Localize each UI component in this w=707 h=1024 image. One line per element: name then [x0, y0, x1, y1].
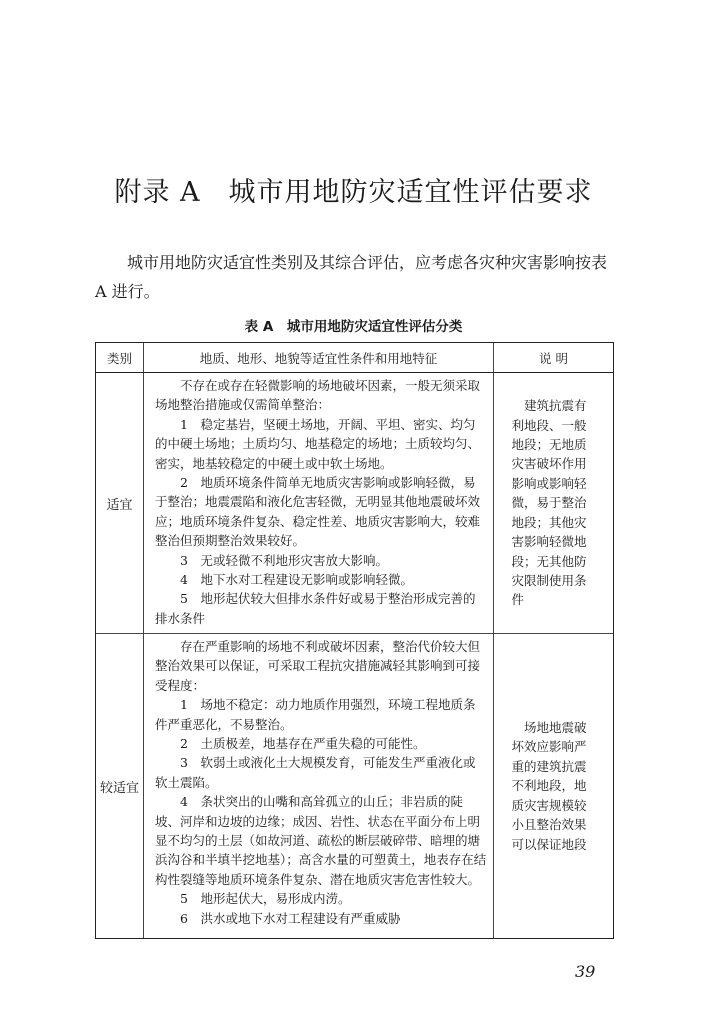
- condition-line: 5 地形起伏大，易形成内涝。: [180, 891, 351, 907]
- row-2-category: 较适宜: [96, 634, 144, 938]
- condition-line: 6 洪水或地下水对工程建设有严重威胁: [180, 910, 401, 926]
- header-conditions: 地质、地形、地貌等适宜性条件和用地特征: [144, 343, 494, 373]
- table-caption: 表 A 城市用地防灾适宜性评估分类: [244, 319, 463, 335]
- row-1-conditions: [144, 373, 494, 634]
- condition-line: 3 无或轻微不利地形灾害放大影响。: [180, 552, 388, 568]
- condition-line: 2 土质极差，地基存在严重失稳的可能性。: [180, 736, 426, 752]
- row-1-category: 适宜: [96, 373, 144, 634]
- condition-line: 5 地形起伏较大但排水条件好或易于整治形成完善的排水条件: [155, 591, 476, 626]
- row-2-conditions: [144, 634, 494, 938]
- condition-line: 存在严重影响的场地不利或破坏因素，整治代价较大但整治效果可以保证，可采取工程抗灾措施减轻其影响到可接受程度：: [155, 639, 481, 693]
- condition-line: 2 地质环境条件简单无地质灾害影响或影响轻微，易于整治；地震震陷和液化危害轻微，无明显其他地震破坏效应；地质环境条件复杂、稳定性差、地质灾害影响大，较难整治但预期整治效果较好。: [155, 475, 481, 549]
- row-1-note-cell: [494, 373, 613, 634]
- condition-line: 1 稳定基岩，坚硬土场地，开阔、平坦、密实、均匀的中硬土场地；土质均匀、地基稳定的场地；土质较均匀、密实，地基较稳定的中硬土或中软土场地。: [155, 416, 481, 471]
- row-1-note: 建筑抗震有利地段、一般地段；无地质灾害破坏作用影响或影响轻微，易于整治地段；其他灾害影响轻微地段；无其他防灾限制使用条件: [511, 398, 587, 608]
- condition-line: 4 条状突出的山嘴和高耸孤立的山丘；非岩质的陡坡、河岸和边坡的边缘；成因、岩性、状态在平面分布上明显不均匀的土层（如故河道、疏松的断层破碎带、暗埋的塘浜沟谷和半填半挖地基）；高含水量的可塑黄土，地表存在结构性裂缝等地质环境条件复杂、潜在地质灾害危害性较大。: [155, 794, 487, 887]
- condition-line: 4 地下水对工程建设无影响或影响轻微。: [180, 572, 413, 588]
- header-note: 说 明: [494, 343, 613, 373]
- suitability-table: [95, 342, 614, 939]
- condition-line: 不存在或存在轻微影响的场地破坏因素，一般无须采取场地整治措施或仅需简单整治：: [155, 378, 481, 413]
- header-category: 类别: [96, 343, 144, 373]
- condition-line: 1 场地不稳定：动力地质作用强烈，环境工程地质条件严重恶化，不易整治。: [155, 697, 476, 732]
- row-2-note-cell: [494, 634, 613, 938]
- condition-line: 3 软弱土或液化土大规模发育，可能发生严重液化或软土震陷。: [155, 755, 476, 790]
- intro-paragraph: 城市用地防灾适宜性类别及其综合评估，应考虑各灾种灾害影响按表 A 进行。: [95, 253, 608, 301]
- page-number: 39: [575, 962, 596, 981]
- appendix-title: 附录 A 城市用地防灾适宜性评估要求: [114, 177, 593, 208]
- row-2-note: 场地地震破坏效应影响严重的建筑抗震不利地段，地质灾害规模较小且整治效果可以保证地段: [511, 720, 587, 852]
